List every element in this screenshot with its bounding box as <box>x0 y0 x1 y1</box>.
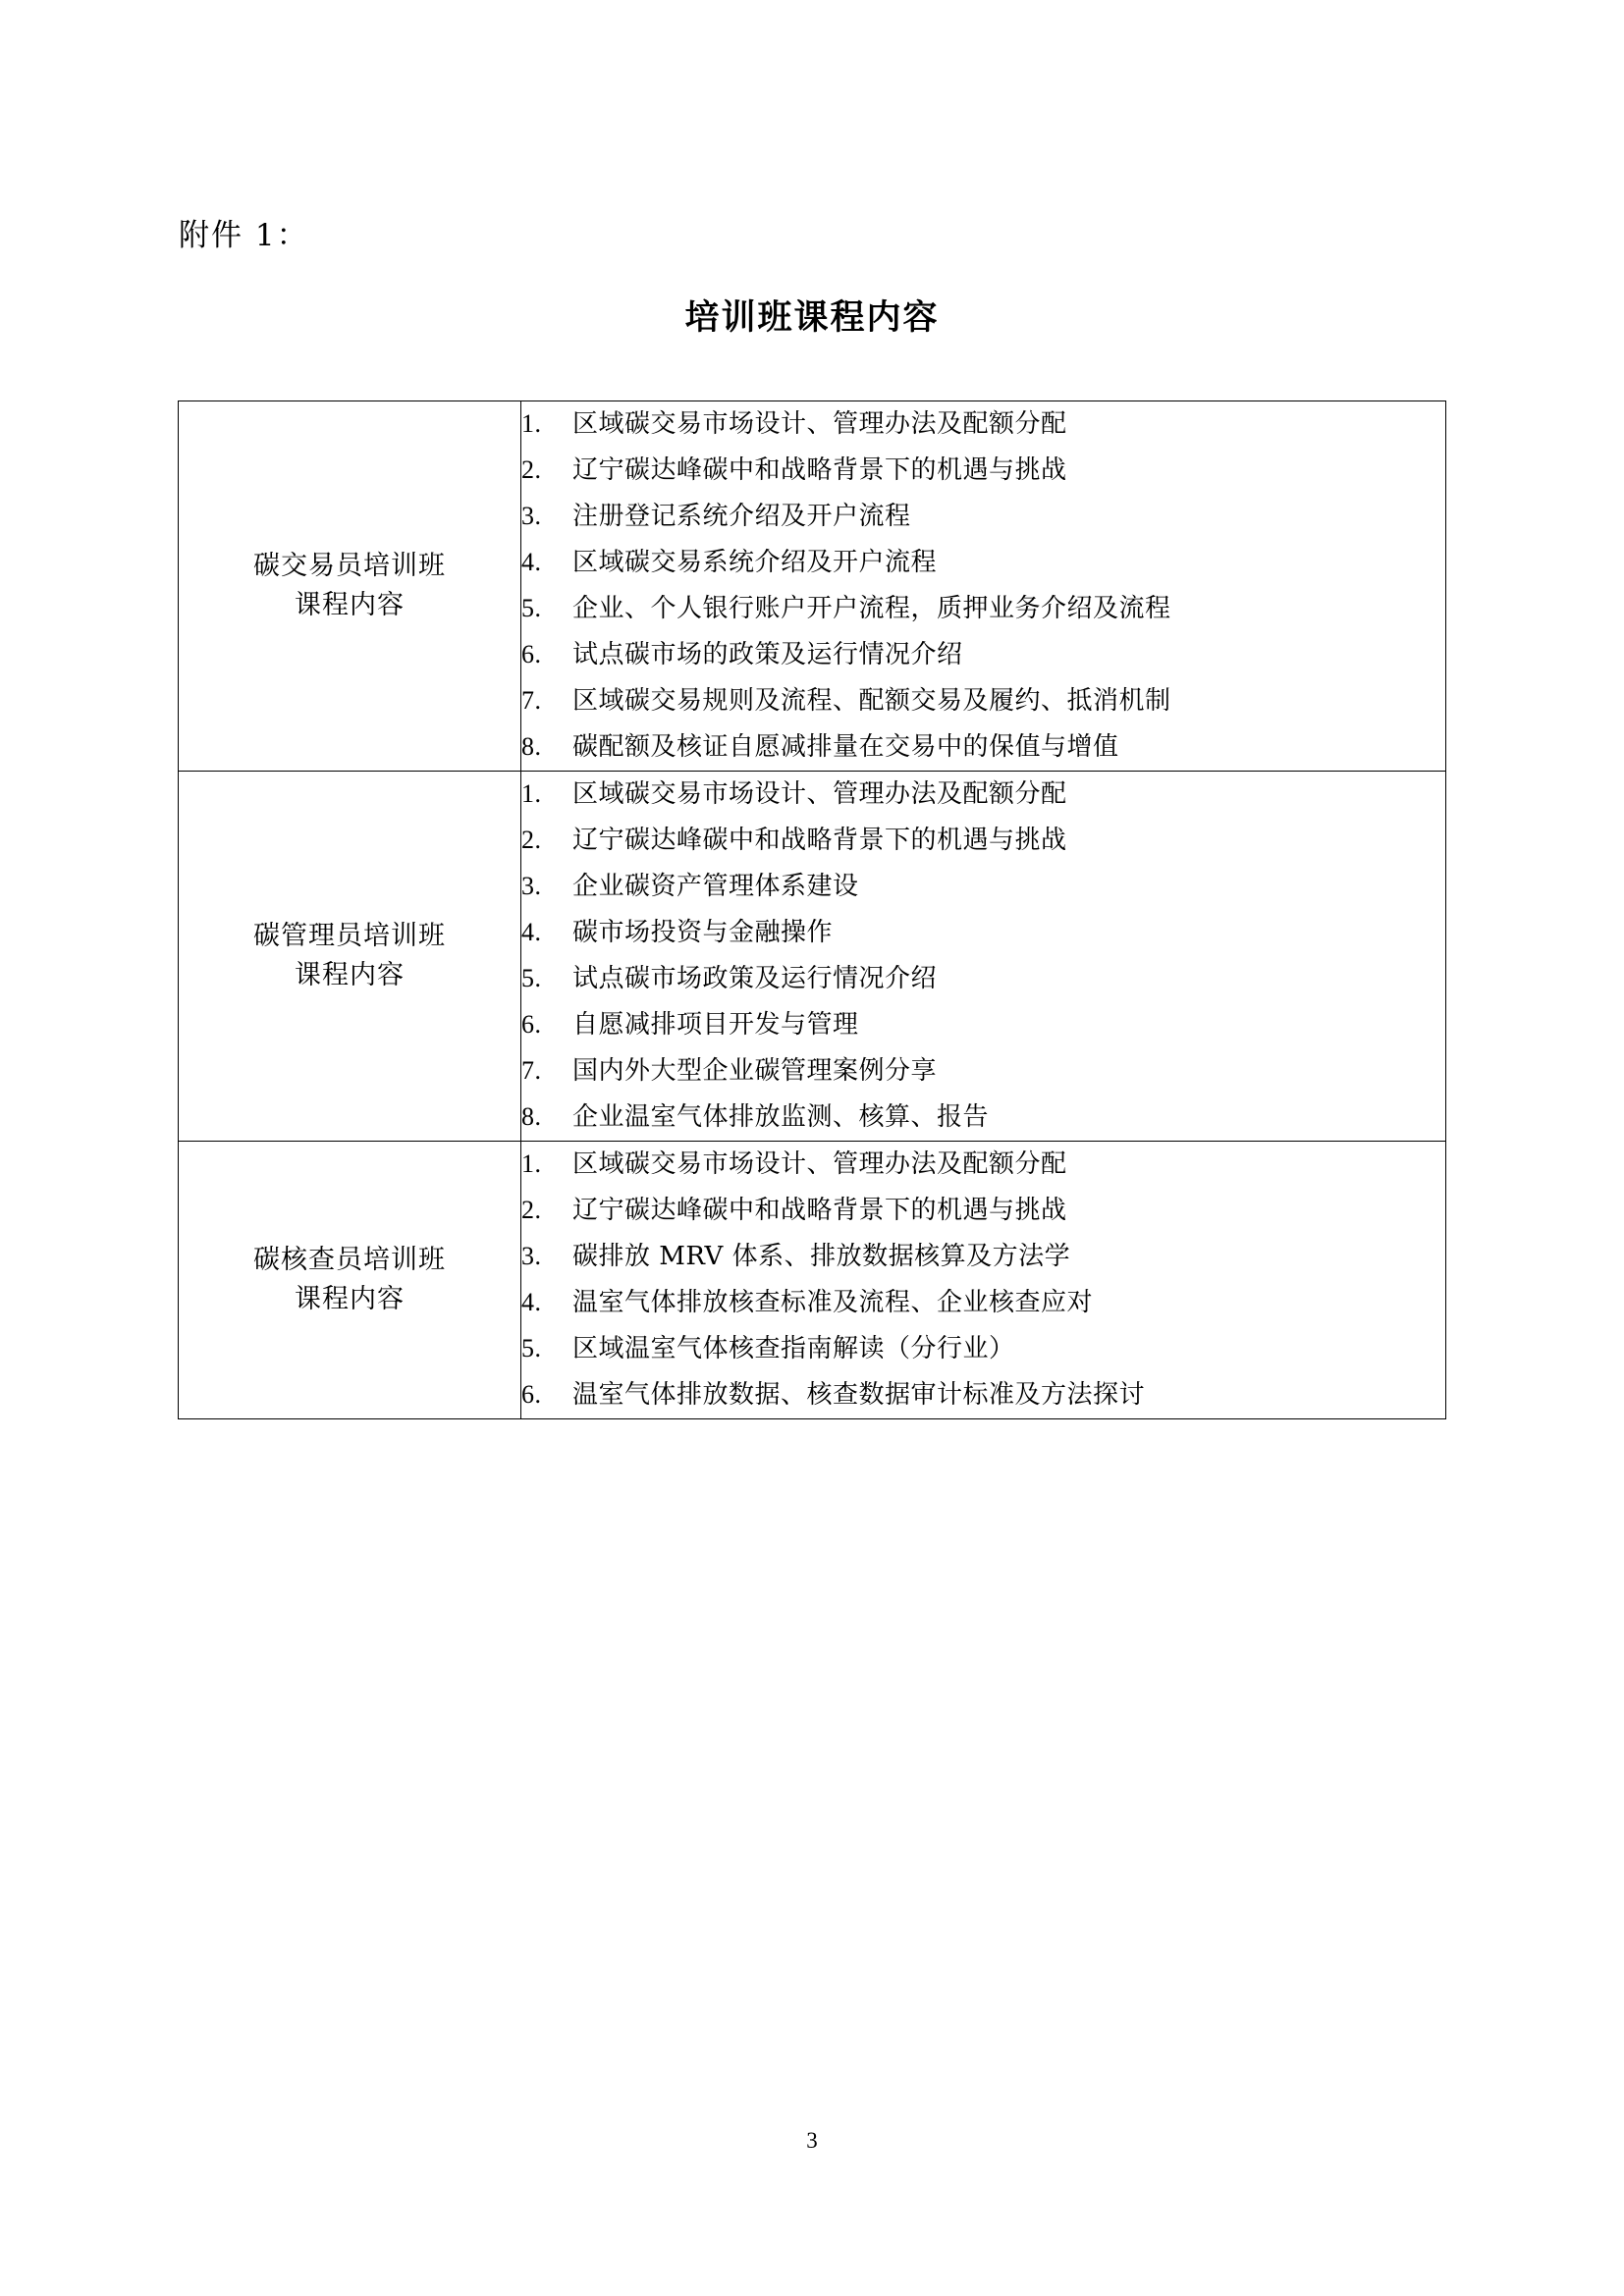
list-item-text: 自愿减排项目开发与管理 <box>572 1010 859 1040</box>
list-item-text: 区域碳交易系统介绍及开户流程 <box>572 548 938 577</box>
list-item-number: 7. <box>521 686 542 715</box>
list-item <box>521 1280 1445 1326</box>
list-item-text: 区域碳交易市场设计、管理办法及配额分配 <box>572 1149 1067 1179</box>
list-item <box>521 864 1445 910</box>
list-item <box>521 540 1445 586</box>
list-item <box>521 1095 1445 1141</box>
page-number: 3 <box>806 2128 818 2153</box>
list-item-text: 辽宁碳达峰碳中和战略背景下的机遇与挑战 <box>572 1196 1067 1225</box>
list-item <box>521 1372 1445 1418</box>
list-item-text: 区域温室气体核查指南解读（分行业） <box>572 1334 1015 1363</box>
page-title: 培训班课程内容 <box>684 298 940 338</box>
category-cell-carbon-trader <box>179 401 521 772</box>
list-item-text: 碳市场投资与金融操作 <box>572 918 834 947</box>
list-item-number: 4. <box>521 1288 542 1316</box>
category-cell-carbon-manager <box>179 772 521 1142</box>
list-item-number: 5. <box>521 1334 542 1362</box>
list-item-number: 5. <box>521 594 542 622</box>
list-item-text: 企业、个人银行账户开户流程，质押业务介绍及流程 <box>572 594 1171 623</box>
list-item <box>521 818 1445 864</box>
list-item-number: 1. <box>521 779 542 808</box>
list-item <box>521 1234 1445 1280</box>
list-item-number: 3. <box>521 1242 542 1270</box>
list-item <box>521 1048 1445 1095</box>
list-item-text: 辽宁碳达峰碳中和战略背景下的机遇与挑战 <box>572 455 1067 485</box>
list-item-text: 区域碳交易规则及流程、配额交易及履约、抵消机制 <box>572 686 1171 716</box>
list-item <box>521 956 1445 1002</box>
attachment-label: 附件 1： <box>179 218 309 253</box>
list-item-text: 碳配额及核证自愿减排量在交易中的保值与增值 <box>572 732 1119 762</box>
list-item-text: 温室气体排放核查标准及流程、企业核查应对 <box>572 1288 1094 1317</box>
list-item-number: 3. <box>521 502 542 530</box>
list-item <box>521 401 1445 448</box>
table-row <box>179 772 1446 1142</box>
list-item-text: 试点碳市场政策及运行情况介绍 <box>572 964 938 993</box>
category-cell-carbon-verifier <box>179 1142 521 1419</box>
list-item-number: 2. <box>521 826 542 854</box>
list-item-number: 6. <box>521 1010 542 1039</box>
list-item <box>521 910 1445 956</box>
list-item-number: 1. <box>521 1149 542 1178</box>
category-line: 课程内容 <box>295 1284 405 1314</box>
items-cell-carbon-verifier <box>521 1142 1446 1419</box>
category-line: 课程内容 <box>295 960 405 990</box>
list-item-number: 8. <box>521 1102 542 1131</box>
list-item <box>521 448 1445 494</box>
list-item <box>521 632 1445 678</box>
list-item-number: 8. <box>521 732 542 761</box>
category-line: 碳交易员培训班 <box>253 550 446 581</box>
list-item <box>521 1326 1445 1372</box>
list-item-number: 6. <box>521 640 542 668</box>
course-content-table <box>178 400 1446 1419</box>
list-item <box>521 678 1445 724</box>
list-item-number: 6. <box>521 1380 542 1409</box>
list-item-text: 企业碳资产管理体系建设 <box>572 872 859 901</box>
list-item <box>521 1002 1445 1048</box>
table-row <box>179 1142 1446 1419</box>
list-item <box>521 772 1445 818</box>
category-line: 碳核查员培训班 <box>253 1244 446 1275</box>
items-cell-carbon-trader <box>521 401 1446 772</box>
list-item <box>521 586 1445 632</box>
list-item-text: 企业温室气体排放监测、核算、报告 <box>572 1102 990 1132</box>
list-item-number: 2. <box>521 1196 542 1224</box>
list-item-number: 4. <box>521 918 542 946</box>
category-line: 碳管理员培训班 <box>253 920 446 951</box>
table-row <box>179 401 1446 772</box>
list-item <box>521 1142 1445 1188</box>
category-line: 课程内容 <box>295 590 405 620</box>
list-item <box>521 494 1445 540</box>
list-item-number: 4. <box>521 548 542 576</box>
list-item-number: 1. <box>521 409 542 438</box>
list-item-text: 区域碳交易市场设计、管理办法及配额分配 <box>572 409 1067 439</box>
list-item <box>521 724 1445 771</box>
list-item <box>521 1188 1445 1234</box>
list-item-text: 注册登记系统介绍及开户流程 <box>572 502 911 531</box>
list-item-text: 辽宁碳达峰碳中和战略背景下的机遇与挑战 <box>572 826 1067 855</box>
list-item-text: 试点碳市场的政策及运行情况介绍 <box>572 640 963 669</box>
items-cell-carbon-manager <box>521 772 1446 1142</box>
list-item-number: 2. <box>521 455 542 484</box>
list-item-text: 国内外大型企业碳管理案例分享 <box>572 1056 938 1086</box>
list-item-text: 温室气体排放数据、核查数据审计标准及方法探讨 <box>572 1380 1146 1410</box>
list-item-number: 5. <box>521 964 542 992</box>
list-item-text: 碳排放 MRV 体系、排放数据核算及方法学 <box>572 1242 1071 1271</box>
list-item-text: 区域碳交易市场设计、管理办法及配额分配 <box>572 779 1067 809</box>
list-item-number: 3. <box>521 872 542 900</box>
list-item-number: 7. <box>521 1056 542 1085</box>
